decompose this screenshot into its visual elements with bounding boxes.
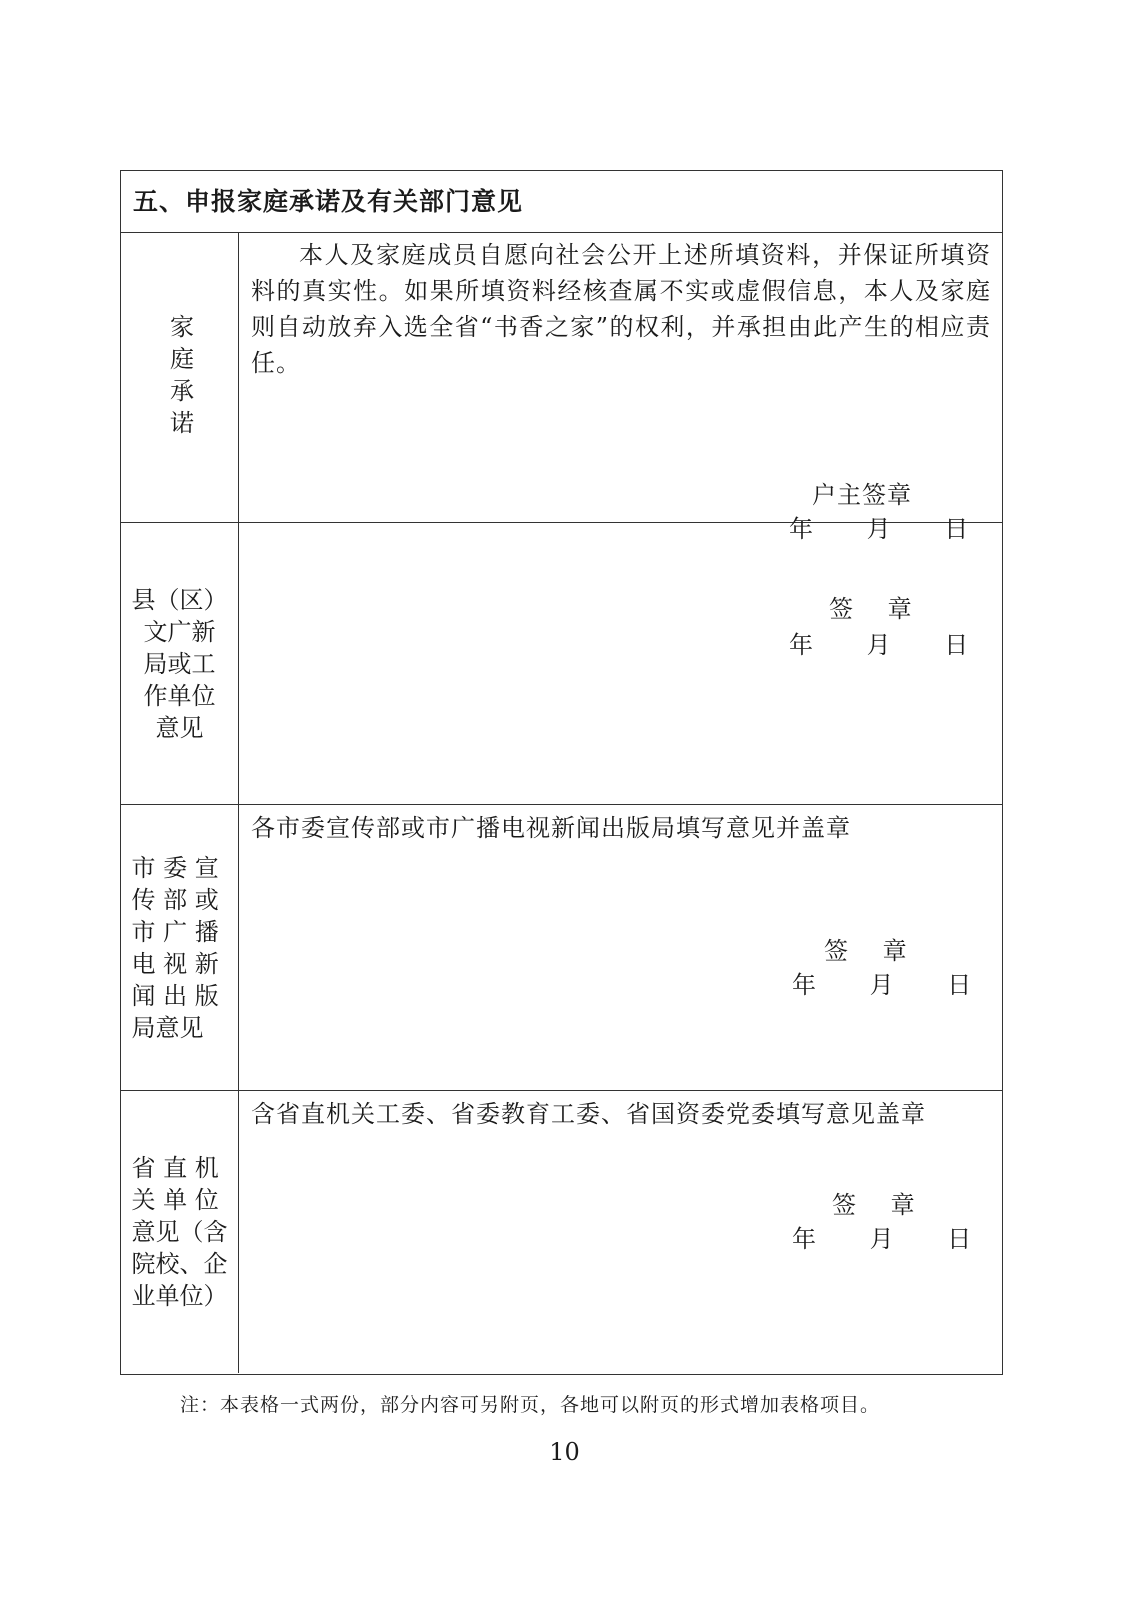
family-commitment-content[interactable] <box>239 233 1002 543</box>
city-publicity-instruction: 各市委宣传部或市广播电视新闻出版局填写意见并盖章 <box>251 814 851 842</box>
county-bureau-opinion-row <box>121 523 1002 805</box>
date-month-label: 月 <box>866 515 891 543</box>
row-label-text: 市 委 宣 传 部 或 市 广 播 电 视 新 闻 出 版 局意见 <box>131 853 219 1042</box>
provincial-organ-label <box>121 1091 239 1373</box>
signature-date <box>792 1219 971 1254</box>
county-bureau-opinion-content[interactable] <box>239 523 1002 804</box>
date-month-label: 月 <box>869 971 894 999</box>
family-commitment-row <box>121 233 1002 543</box>
provincial-organ-instruction: 含省直机关工委、省委教育工委、省国资委党委填写意见盖章 <box>251 1100 926 1128</box>
city-publicity-opinion-row <box>121 805 1002 1091</box>
row-label-text: 家庭承诺 <box>165 313 194 442</box>
section-title: 五、申报家庭承诺及有关部门意见 <box>121 171 1002 233</box>
row-label-text: 省 直 机 关 单 位 意见（含 院校、企 业单位） <box>131 1154 228 1310</box>
date-year-label: 年 <box>789 515 813 543</box>
family-commitment-label <box>121 233 239 522</box>
seal-label: 签 章 <box>829 595 913 623</box>
provincial-organ-opinion-row <box>121 1091 1002 1373</box>
city-publicity-opinion-content[interactable] <box>239 805 1002 1090</box>
row-label-text: 县（区） 文广新 局或工 作单位 意见 <box>131 585 228 742</box>
date-day-label: 日 <box>944 631 969 659</box>
date-day-label: 日 <box>947 971 972 999</box>
seal-label: 签 章 <box>832 1191 916 1219</box>
date-month-label: 月 <box>869 1225 894 1253</box>
date-month-label: 月 <box>866 631 891 659</box>
signature-date <box>789 625 968 660</box>
date-day-label: 日 <box>947 1225 972 1253</box>
page-number: 10 <box>549 1438 580 1466</box>
seal-label: 签 章 <box>824 937 908 965</box>
provincial-organ-opinion-content[interactable] <box>239 1091 1002 1373</box>
date-day-label: 日 <box>944 515 969 543</box>
commitment-paragraph: 本人及家庭成员自愿向社会公开上述所填资料，并保证所填资料的真实性。如果所填资料经核查属不实或虚假信息，本人及家庭则自动放弃入选全省“书香之家”的权利，并承担由此产生的相应责任。 <box>251 241 991 377</box>
date-year-label: 年 <box>789 631 813 659</box>
date-year-label: 年 <box>792 971 816 999</box>
county-bureau-label <box>121 523 239 804</box>
date-year-label: 年 <box>792 1225 816 1253</box>
footnote: 注：本表格一式两份，部分内容可另附页，各地可以附页的形式增加表格项目。 <box>180 1394 881 1416</box>
householder-signature-label: 户主签章 <box>812 481 912 509</box>
application-form-table <box>120 170 1003 1375</box>
city-publicity-label <box>121 805 239 1090</box>
signature-date <box>792 965 971 1000</box>
